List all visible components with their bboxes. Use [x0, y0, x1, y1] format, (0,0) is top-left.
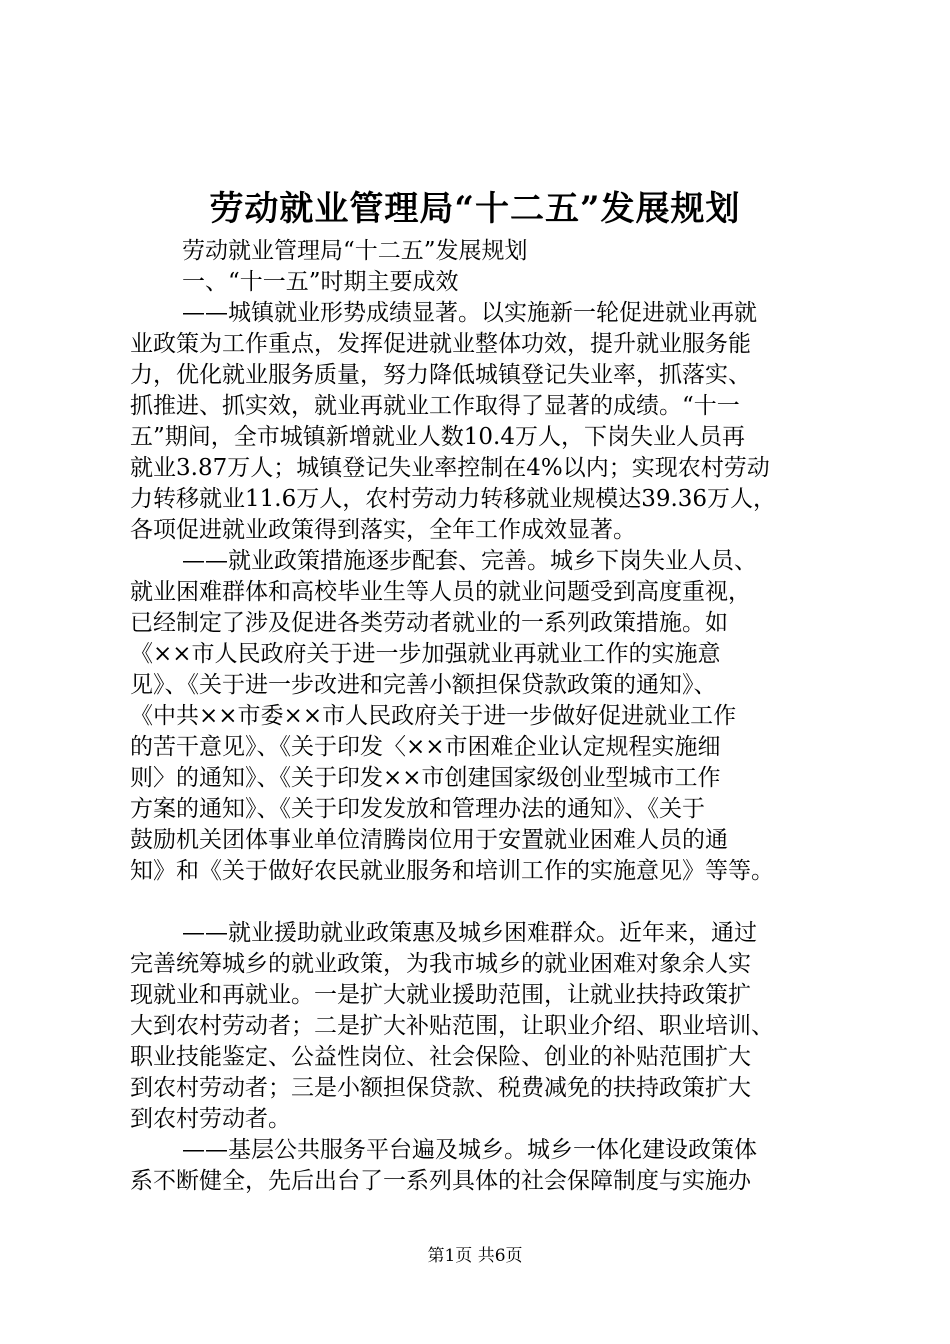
paragraph-line: ——基层公共服务平台遍及城乡。城乡一体化建设政策体: [182, 1137, 757, 1163]
blank-line: [130, 887, 830, 918]
paragraph-line: ——城镇就业形势成绩显著。以实施新一轮促进就业再就: [182, 300, 757, 326]
document-title: 劳动就业管理局“十二五”发展规划: [209, 189, 741, 229]
paragraph-line: 知》和《关于做好农民就业服务和培训工作的实施意见》等等。: [130, 858, 774, 884]
page-number: 第1页 共6页: [427, 1246, 523, 1266]
paragraph-line: 各项促进就业政策得到落实，全年工作成效显著。: [130, 517, 636, 543]
paragraph-line: 就业困难群体和高校毕业生等人员的就业问题受到高度重视，: [130, 579, 751, 605]
section-heading: 一、“十一五”时期主要成效: [182, 269, 459, 295]
paragraph-line: 《中共××市委××市人民政府关于进一步做好促进就业工作: [130, 703, 737, 729]
paragraph-line: 职业技能鉴定、公益性岗位、社会保险、创业的补贴范围扩大: [130, 1044, 751, 1070]
paragraph-line: 抓推进、抓实效，就业再就业工作取得了显著的成绩。“十一: [130, 393, 740, 419]
paragraph-line: ——就业政策措施逐步配套、完善。城乡下岗失业人员、: [182, 548, 757, 574]
paragraph-line: 方案的通知》、《关于印发发放和管理办法的通知》、《关于: [130, 796, 705, 822]
paragraph-line: 到农村劳动者；三是小额担保贷款、税费减免的扶持政策扩大: [130, 1075, 751, 1101]
paragraph-line: 五”期间，全市城镇新增就业人数10.4万人，下岗失业人员再: [130, 424, 745, 450]
paragraph-line: 则〉的通知》、《关于印发××市创建国家级创业型城市工作: [130, 765, 721, 791]
document-body: [130, 236, 830, 1197]
paragraph-line: 就业3.87万人；城镇登记失业率控制在4%以内；实现农村劳动: [130, 455, 770, 481]
paragraph-line: 系不断健全，先后出台了一系列具体的社会保障制度与实施办: [130, 1168, 751, 1194]
paragraph-line: ——就业援助就业政策惠及城乡困难群众。近年来，通过: [182, 920, 757, 946]
paragraph-line: 鼓励机关团体事业单位清腾岗位用于安置就业困难人员的通: [130, 827, 728, 853]
paragraph-line: 力转移就业11.6万人，农村劳动力转移就业规模达39.36万人，: [130, 486, 777, 512]
paragraph-line: 见》、《关于进一步改进和完善小额担保贷款政策的通知》、: [130, 672, 717, 698]
paragraph-line: 《××市人民政府关于进一步加强就业再就业工作的实施意: [130, 641, 721, 667]
paragraph-line: 完善统筹城乡的就业政策，为我市城乡的就业困难对象余人实: [130, 951, 751, 977]
paragraph-line: 已经制定了涉及促进各类劳动者就业的一系列政策措施。如: [130, 610, 728, 636]
paragraph-line: 业政策为工作重点，发挥促进就业整体功效，提升就业服务能: [130, 331, 751, 357]
paragraph-line: 大到农村劳动者；二是扩大补贴范围，让职业介绍、职业培训、: [130, 1013, 774, 1039]
subtitle-line: 劳动就业管理局“十二五”发展规划: [182, 238, 528, 264]
paragraph-line: 到农村劳动者。: [130, 1106, 291, 1132]
paragraph-line: 力，优化就业服务质量，努力降低城镇登记失业率，抓落实、: [130, 362, 751, 388]
paragraph-line: 现就业和再就业。一是扩大就业援助范围，让就业扶持政策扩: [130, 982, 751, 1008]
paragraph-line: 的苦干意见》、《关于印发〈××市困难企业认定规程实施细: [130, 734, 721, 760]
